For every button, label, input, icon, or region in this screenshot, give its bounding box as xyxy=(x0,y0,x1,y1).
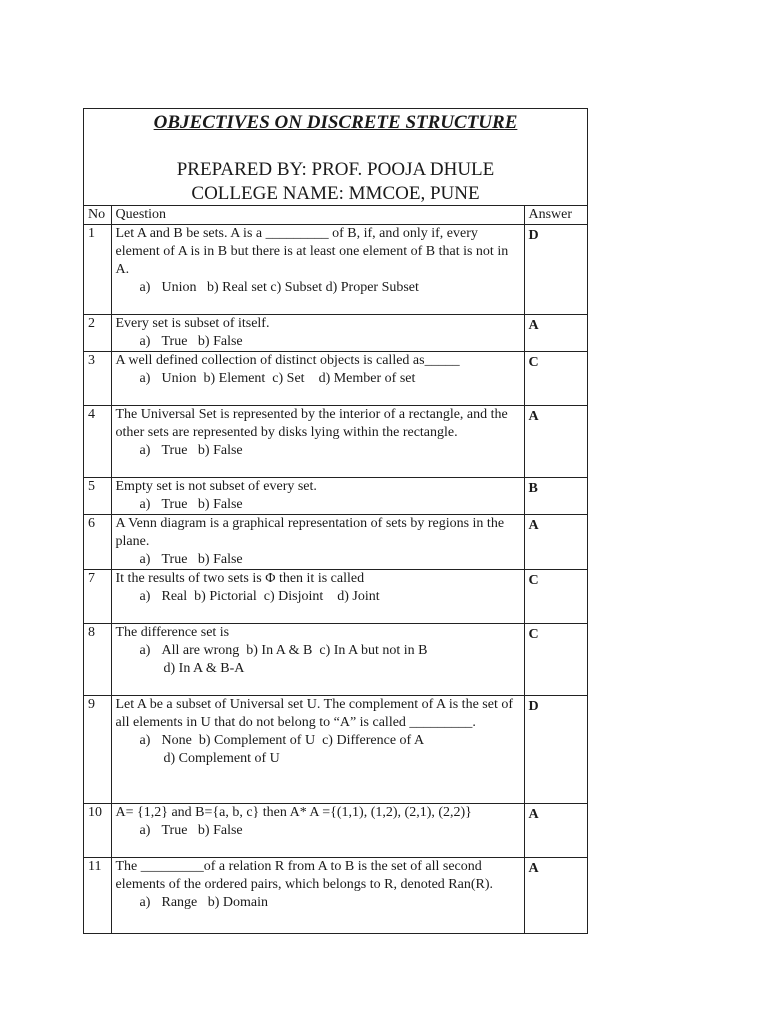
question-number: 1 xyxy=(84,225,111,315)
question-cell xyxy=(111,225,524,315)
college-name: COLLEGE NAME: MMCOE, PUNE xyxy=(191,183,480,204)
table-row xyxy=(84,315,587,352)
option-text: True b) False xyxy=(161,497,243,512)
option-label: a) xyxy=(139,589,151,604)
answer-cell: A xyxy=(524,315,587,352)
option-text: None b) Complement of U c) Difference of A xyxy=(161,733,425,748)
questions-table xyxy=(84,205,587,933)
option-label: a) xyxy=(139,643,151,658)
answer-options xyxy=(116,496,520,514)
option-label: a) xyxy=(139,895,151,910)
header-no: No xyxy=(84,206,111,225)
option-label: a) xyxy=(139,733,151,748)
document-title: OBJECTIVES ON DISCRETE STRUCTURE xyxy=(153,112,518,133)
answer-cell: D xyxy=(524,696,587,804)
answer-options-continued: d) In A & B-A xyxy=(163,661,245,676)
question-cell xyxy=(111,696,524,804)
option-text: True b) False xyxy=(161,552,243,567)
header-question: Question xyxy=(111,206,524,225)
document-header xyxy=(84,109,587,205)
option-text: Real b) Pictorial c) Disjoint d) Joint xyxy=(161,589,380,604)
question-number: 7 xyxy=(84,570,111,624)
table-row xyxy=(84,570,587,624)
question-cell xyxy=(111,315,524,352)
question-text: The Universal Set is represented by the interior of a rectangle, and the other sets are represented by disks lying within the rectangle. xyxy=(115,407,508,440)
answer-options xyxy=(116,894,520,912)
answer-options xyxy=(116,588,520,606)
question-cell xyxy=(111,406,524,478)
table-row xyxy=(84,696,587,804)
table-header-row xyxy=(84,206,587,225)
question-cell xyxy=(111,352,524,406)
question-number: 3 xyxy=(84,352,111,406)
question-text: Let A be a subset of Universal set U. The complement of A is the set of all elements in U that do not belong to “A” is called _________. xyxy=(115,697,513,730)
option-text: True b) False xyxy=(161,334,243,349)
objectives-box xyxy=(83,108,588,934)
option-label: a) xyxy=(139,371,151,386)
option-text: Union b) Real set c) Subset d) Proper Subset xyxy=(161,280,419,295)
question-number: 8 xyxy=(84,624,111,696)
question-text: Let A and B be sets. A is a _________ of B, if, and only if, every element of A is in B but there is at least one element of B that is not in A. xyxy=(115,226,509,277)
answer-cell: D xyxy=(524,225,587,315)
question-text: A Venn diagram is a graphical representation of sets by regions in the plane. xyxy=(115,516,505,549)
answer-cell: A xyxy=(524,858,587,933)
question-number: 5 xyxy=(84,478,111,515)
table-row xyxy=(84,352,587,406)
question-text: Every set is subset of itself. xyxy=(115,316,270,331)
question-cell xyxy=(111,570,524,624)
question-cell xyxy=(111,478,524,515)
answer-cell: A xyxy=(524,515,587,570)
option-label: a) xyxy=(139,280,151,295)
table-row xyxy=(84,804,587,858)
question-number: 11 xyxy=(84,858,111,933)
table-row xyxy=(84,406,587,478)
option-text: Range b) Domain xyxy=(161,895,269,910)
answer-options xyxy=(116,333,520,351)
question-text: Empty set is not subset of every set. xyxy=(115,479,317,494)
question-text: A well defined collection of distinct objects is called as_____ xyxy=(115,353,460,368)
question-cell xyxy=(111,624,524,696)
option-label: a) xyxy=(139,823,151,838)
answer-cell: A xyxy=(524,804,587,858)
answer-options xyxy=(116,370,520,388)
table-row xyxy=(84,624,587,696)
question-text: The _________of a relation R from A to B is the set of all second elements of the ordered pairs, which belongs to R, denoted Ran(R). xyxy=(115,859,494,892)
question-cell xyxy=(111,804,524,858)
option-label: a) xyxy=(139,334,151,349)
table-row xyxy=(84,858,587,933)
answer-cell: C xyxy=(524,624,587,696)
option-label: a) xyxy=(139,552,151,567)
answer-options xyxy=(116,732,520,750)
answer-cell: C xyxy=(524,352,587,406)
question-number: 6 xyxy=(84,515,111,570)
question-number: 2 xyxy=(84,315,111,352)
question-text: A= {1,2} and B={a, b, c} then A* A ={(1,1), (1,2), (2,1), (2,2)} xyxy=(115,805,472,820)
table-row xyxy=(84,515,587,570)
question-number: 10 xyxy=(84,804,111,858)
prepared-by: PREPARED BY: PROF. POOJA DHULE xyxy=(176,159,495,180)
table-row xyxy=(84,478,587,515)
answer-cell: A xyxy=(524,406,587,478)
answer-cell: B xyxy=(524,478,587,515)
question-number: 4 xyxy=(84,406,111,478)
option-text: All are wrong b) In A & B c) In A but not in B xyxy=(161,643,428,658)
answer-cell: C xyxy=(524,570,587,624)
option-label: a) xyxy=(139,443,151,458)
question-cell xyxy=(111,858,524,933)
answer-options xyxy=(116,822,520,840)
answer-options-continued: d) Complement of U xyxy=(163,751,280,766)
option-label: a) xyxy=(139,497,151,512)
table-row xyxy=(84,225,587,315)
answer-options xyxy=(116,642,520,660)
question-number: 9 xyxy=(84,696,111,804)
answer-options xyxy=(116,442,520,460)
option-text: True b) False xyxy=(161,823,243,838)
option-text: Union b) Element c) Set d) Member of set xyxy=(161,371,416,386)
question-text: The difference set is xyxy=(115,625,230,640)
answer-options xyxy=(116,551,520,569)
question-cell xyxy=(111,515,524,570)
question-text: It the results of two sets is Φ then it is called xyxy=(115,571,365,586)
option-text: True b) False xyxy=(161,443,243,458)
header-answer: Answer xyxy=(524,206,587,225)
answer-options xyxy=(116,279,520,297)
